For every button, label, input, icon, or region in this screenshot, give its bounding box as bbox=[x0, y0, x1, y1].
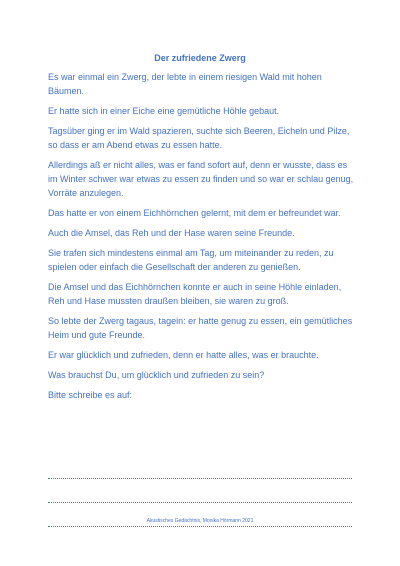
paragraph-3: Tagsüber ging er im Wald spazieren, suchte sich Beeren, Eicheln und Pilze, so dass er am Abend etwas zu essen hatte. bbox=[48, 126, 350, 150]
paragraph-5: Das hatte er von einem Eichhörnchen gelernt, mit dem er befreundet war. bbox=[48, 208, 341, 218]
paragraph-6: Auch die Amsel, das Reh und der Hase waren seine Freunde. bbox=[48, 228, 295, 238]
paragraph-10: Er war glücklich und zufrieden, denn er hatte alles, was er brauchte. bbox=[48, 350, 319, 360]
document-title: Der zufriedene Zwerg bbox=[154, 53, 246, 63]
answer-line[interactable] bbox=[48, 455, 352, 479]
question: Was brauchst Du, um glücklich und zufrieden zu sein? bbox=[48, 370, 265, 380]
paragraph-7: Sie trafen sich mindestens einmal am Tag, um miteinander zu reden, zu spielen oder einfach die Gesellschaft der anderen zu genießen. bbox=[48, 248, 334, 272]
instruction: Bitte schreibe es auf: bbox=[48, 390, 133, 400]
answer-line[interactable] bbox=[48, 479, 352, 503]
paragraph-2: Er hatte sich in einer Eiche eine gemütliche Höhle gebaut. bbox=[48, 106, 280, 116]
paragraph-9: So lebte der Zwerg tagaus, tagein: er hatte genug zu essen, ein gemütliches Heim und gute Freunde. bbox=[48, 316, 353, 340]
answer-lines bbox=[48, 455, 352, 527]
paragraph-1: Es war einmal ein Zwerg, der lebte in einem riesigen Wald mit hohen Bäumen. bbox=[48, 72, 322, 96]
paragraph-4: Allerdings aß er nicht alles, was er fand sofort auf, denn er wusste, dass es im Winter schwer war etwas zu essen zu finden und so war er schlau genug, Vorräte anzulegen. bbox=[48, 160, 354, 198]
footer-credit: Akustisches Gedächtnis, Monika Hörmann 2021 bbox=[146, 518, 254, 524]
paragraph-8: Die Amsel und das Eichhörnchen konnte er auch in seine Höhle einladen, Reh und Hase mussten draußen bleiben, sie waren zu groß. bbox=[48, 282, 342, 306]
story-text bbox=[48, 70, 358, 408]
